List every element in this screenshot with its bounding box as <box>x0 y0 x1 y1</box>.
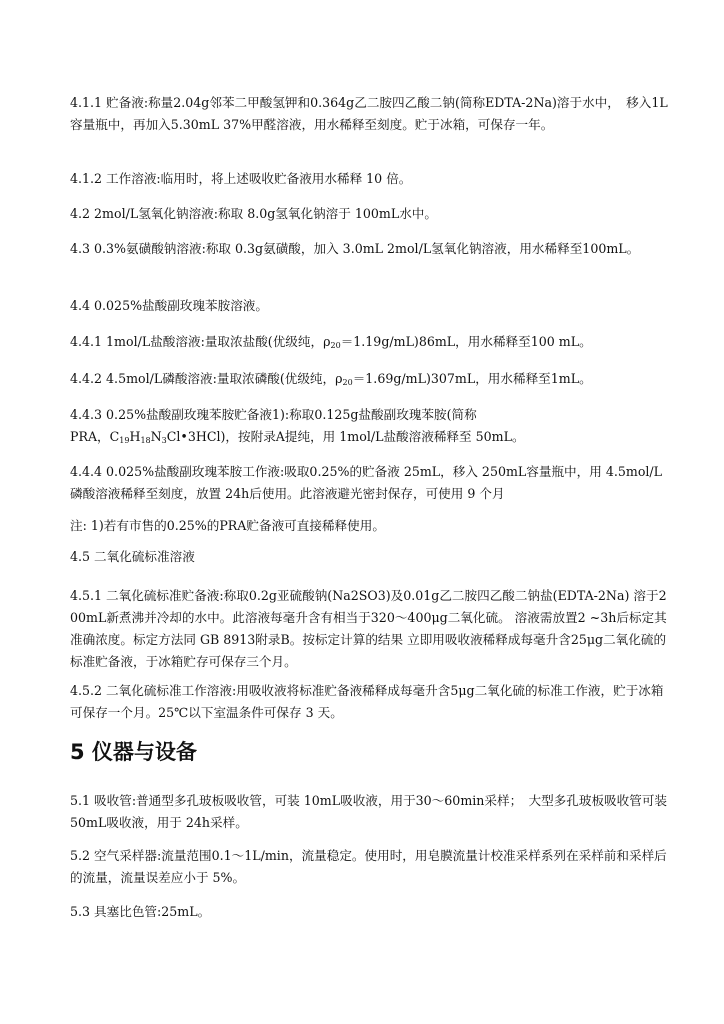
paragraph-4-3: 4.3 0.3%氨磺酸钠溶液:称取 0.3g氨磺酸，加入 3.0mL 2mol/L氢氧化钠溶液，用水稀释至100mL。 <box>70 241 640 256</box>
paragraph-4-4-1 <box>70 331 670 353</box>
subscript: 19 <box>119 436 130 445</box>
paragraph-4-4-4: 4.4.4 0.025%盐酸副玫瑰苯胺工作液:吸取0.25%的贮备液 25mL，移入 250mL容量瓶中，用 4.5mol/L磷酸溶液稀释至刻度，放置 24h后使用。此溶液避光密封保存，可使用 9 个月 <box>70 464 663 501</box>
footnote: 注: 1)若有市售的0.25%的PRA贮备液可直接稀释使用。 <box>70 518 385 533</box>
paragraph-4-2: 4.2 2mol/L氢氧化钠溶液:称取 8.0g氢氧化钠溶于 100mL水中。 <box>70 206 437 221</box>
text-segment: Cl•3HCl)，按附录A提纯，用 1mol/L盐酸溶液稀释至 50mL。 <box>166 429 525 444</box>
text-segment: 4.4.3 0.25%盐酸副玫瑰苯胺贮备液1):称取0.125g盐酸副玫瑰苯胺(简称 <box>70 407 477 422</box>
subscript: 3 <box>161 436 167 445</box>
text-segment: N <box>150 429 162 444</box>
paragraph-4-5-1: 4.5.1 二氧化硫标准贮备液:称取0.2g亚硫酸钠(Na2SO3)及0.01g乙二胺四乙酸二钠盐(EDTA-2Na) 溶于200mL新煮沸并冷却的水中。此溶液每毫升含有相当于320～400μg二氧化硫。 溶液需放置2 ~3h后标定其准确浓度。标定方法同 GB 8913附录B。按标定计算的结果 立即用吸收液稀释成每毫升含25μg二氧化硫的标准贮备液，于冰箱贮存可保存三个月。 <box>70 588 667 669</box>
paragraph-5-3: 5.3 具塞比色管:25mL。 <box>70 904 211 919</box>
paragraph-4-1-1: 4.1.1 贮备液:称量2.04g邻苯二甲酸氢钾和0.364g乙二胺四乙酸二钠(简称EDTA-2Na)溶于水中， 移入1L容量瓶中，再加入5.30mL 37%甲醛溶液，用水稀释至刻度。贮于冰箱，可保存一年。 <box>70 95 668 132</box>
subscript: 18 <box>140 436 151 445</box>
paragraph-5-2: 5.2 空气采样器:流量范围0.1～1L/min，流量稳定。使用时，用皂膜流量计校准采样系列在采样前和采样后的流量，流量误差应小于 5%。 <box>70 848 667 885</box>
paragraph-4-4-2 <box>70 368 670 390</box>
text-segment: ＝1.19g/mL)86mL，用水稀释至100 mL。 <box>340 334 592 349</box>
text-segment: H <box>129 429 141 444</box>
paragraph-4-4-3 <box>70 404 670 448</box>
text-segment: ＝1.69g/mL)307mL，用水稀释至1mL。 <box>352 371 592 386</box>
subscript: 20 <box>342 378 353 387</box>
section-heading: 5 仪器与设备 <box>70 740 197 764</box>
paragraph-4-4: 4.4 0.025%盐酸副玫瑰苯胺溶液。 <box>70 298 268 313</box>
subscript: 20 <box>330 341 341 350</box>
text-segment: 4.4.1 1mol/L盐酸溶液:量取浓盐酸(优级纯，ρ <box>70 334 331 349</box>
text-segment: 4.4.2 4.5mol/L磷酸溶液:量取浓磷酸(优级纯，ρ <box>70 371 343 386</box>
paragraph-4-1-2: 4.1.2 工作溶液:临用时，将上述吸收贮备液用水稀释 10 倍。 <box>70 171 412 186</box>
paragraph-5-1: 5.1 吸收管:普通型多孔玻板吸收管，可装 10mL吸收液，用于30～60min采样； 大型多孔玻板吸收管可装 50mL吸收液，用于 24h采样。 <box>70 793 668 830</box>
paragraph-4-5: 4.5 二氧化硫标准溶液 <box>70 549 195 564</box>
text-segment: PRA，C <box>70 429 120 444</box>
paragraph-4-5-2: 4.5.2 二氧化硫标准工作溶液:用吸收液将标准贮备液稀释成每毫升含5μg二氧化硫的标准工作液，贮于冰箱可保存一个月。25℃以下室温条件可保存 3 天。 <box>70 683 664 720</box>
